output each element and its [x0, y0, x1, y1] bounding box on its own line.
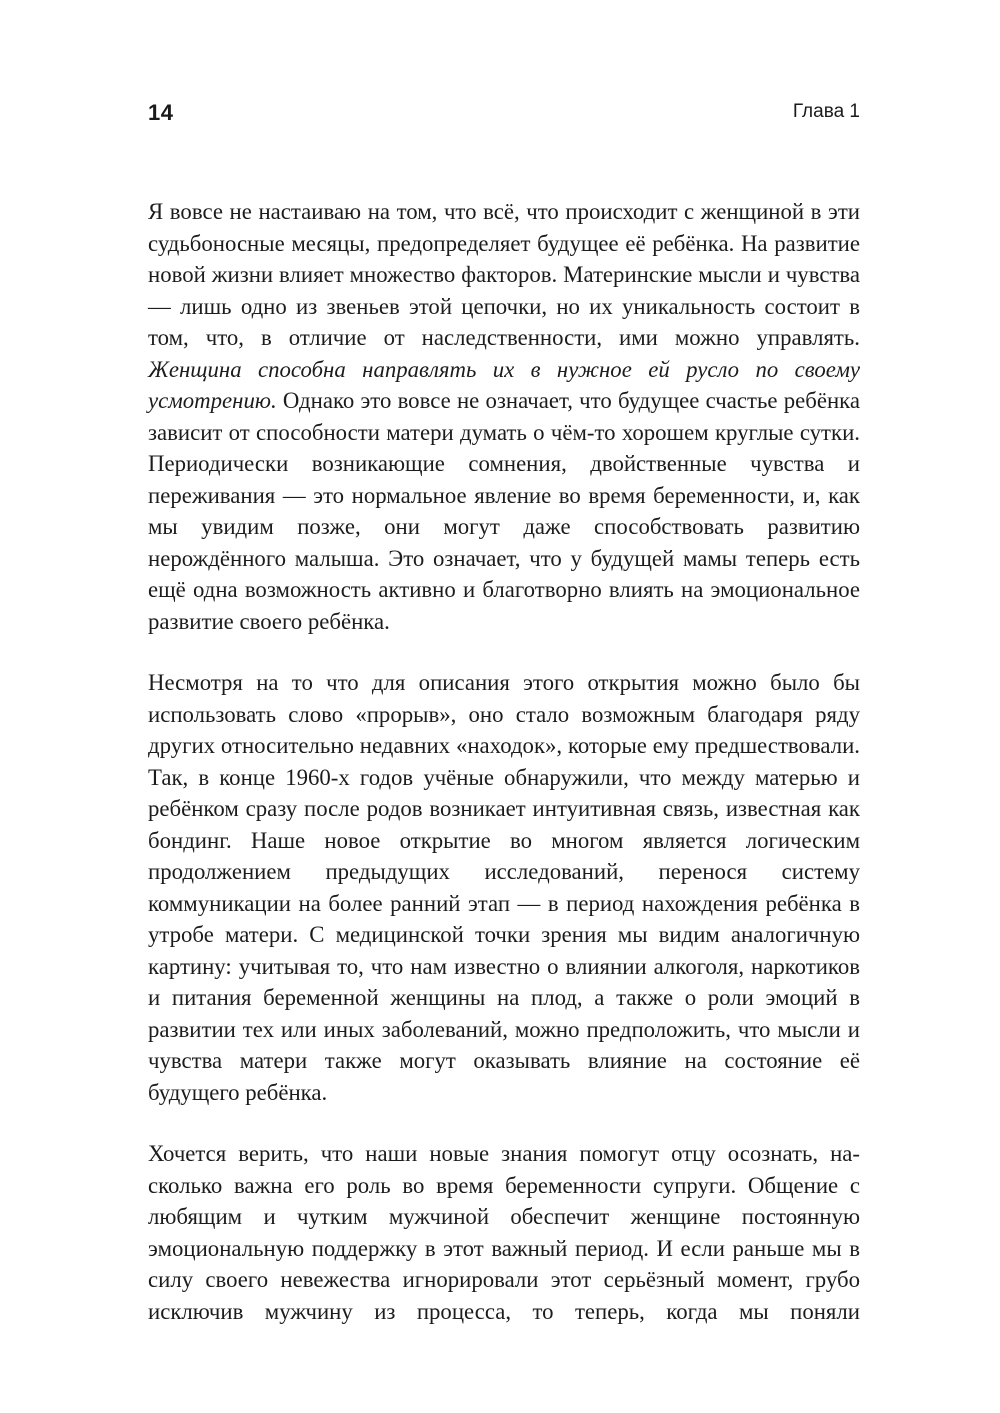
page-number: 14 [148, 100, 174, 125]
body-text [148, 196, 860, 1327]
paragraph-1-text-start: Я вовсе не настаиваю на том, что всё, что происходит с женщиной в эти судьбоносные месяцы, предопределяет будущее её ребёнка. На развитие новой жизни влияет множество факторов. Материнские мысли и чувства — лишь одно из звеньев этой цепочки, но их уникальность состоит в том, что, в отличие от наследственности, ими можно управлять. [148, 199, 860, 350]
paragraph-1-italic-emphasis: Женщина способна направлять их в нужное ей русло по своему усмотрению. [148, 356, 860, 413]
paragraph-1 [148, 196, 860, 637]
paragraph-3: Хочется верить, что наши новые знания помогут отцу осознать, насколько важна его роль во время беременности супруги. Общение с любящим и чутким мужчиной обеспечит женщине постоянную эмоциональную поддержку в этот важный период. И если раньше мы в силу своего невежества игнорировали этот серьёзный момент, грубо исключив мужчину из процесса, то теперь, когда мы поняли [148, 1141, 860, 1324]
paragraph-1-text-end: Однако это вовсе не означает, что будущее счастье ребёнка зависит от способности матери думать о чём-то хорошем круглые сутки. Периодически возникающие сомнения, двойственные чувства и переживания — это нормальное явление во время беременности, и, как мы увидим позже, они могут даже способствовать развитию нерождённого малыша. Это означает, что у будущей мамы теперь есть ещё одна возможность активно и благотворно влиять на эмоциональное развитие своего ребёнка. [148, 388, 860, 634]
paragraph-2: Несмотря на то что для описания этого открытия можно было бы использовать слово «прорыв», оно стало возможным благодаря ряду других относительно недавних «находок», которые ему предшествовали. Так, в конце 1960-х годов учёные обнаружили, что между матерью и ребёнком сразу после родов возникает интуитивная связь, известная как бондинг. Наше новое открытие во многом является логическим продолжением предыдущих исследований, перенося систему коммуникации на более ранний этап — в период нахождения ребёнка в утробе матери. С медицинской точки зрения мы видим аналогичную картину: учитывая то, что нам известно о влиянии алкоголя, наркотиков и питания беременной женщины на плод, а также о роли эмоций в развитии тех или иных заболеваний, можно предположить, что мысли и чувства матери также могут оказывать влияние на состояние её будущего ребёнка. [148, 670, 860, 1105]
chapter-running-head: Глава 1 [792, 101, 860, 122]
